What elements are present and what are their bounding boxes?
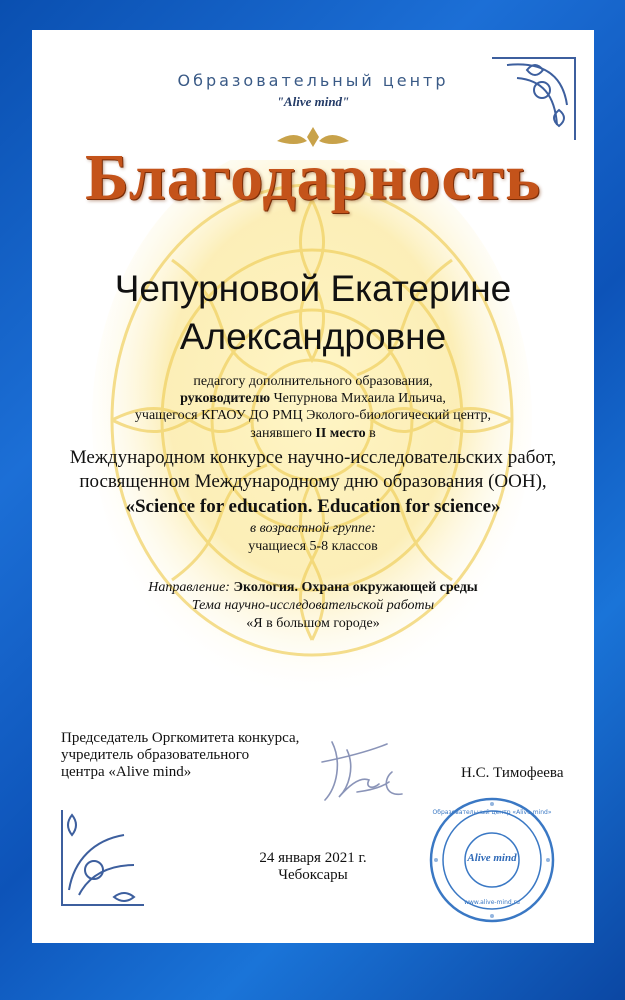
lead-line <box>32 390 594 407</box>
topic-value: «Я в большом городе» <box>246 616 380 631</box>
stamp-text <box>427 795 557 925</box>
contest-line-2: посвященном Международному дню образования (ООН), <box>79 471 547 492</box>
stamp-ring-bottom: www.alive-mind.ru <box>464 899 520 906</box>
place-value: II место <box>315 426 366 441</box>
city: Чебоксары <box>278 867 348 883</box>
signer-name: Н.С. Тимофеева <box>461 765 564 781</box>
place-line <box>32 425 594 442</box>
date: 24 января 2021 г. <box>259 850 367 866</box>
chair-line-3: центра «Alive mind» <box>61 764 192 780</box>
topic-label: Тема научно-исследовательской работы <box>191 598 435 613</box>
stamp-ring-top: Образовательный центр «Alive mind» <box>432 809 552 816</box>
recipient-line-1: Чепурновой Екатерине <box>114 268 512 309</box>
chair-title <box>61 730 299 781</box>
contest-line-1: Международном конкурсе научно-исследовательских работ, <box>69 447 557 468</box>
chair-line-1: Председатель Оргкомитета конкурса, <box>61 730 300 746</box>
org-name: "Alive mind" <box>276 94 350 109</box>
recipient-name <box>32 265 594 361</box>
recipient-line-2: Александровне <box>179 316 447 357</box>
contest-name: «Science for education. Education for science» <box>125 496 501 517</box>
stamp-center: Alive mind <box>467 852 517 864</box>
certificate-sheet <box>32 30 594 943</box>
age-label: в возрастной группе: <box>250 521 376 536</box>
role-line: педагогу дополнительного образования, <box>193 374 433 389</box>
age-value: учащиеся 5-8 классов <box>248 539 378 554</box>
student-line: учащегося КГАОУ ДО РМЦ Эколого-биологический центр, <box>134 408 492 423</box>
certificate-title: Благодарность <box>85 141 541 214</box>
lead-rest: Чепурнова Михаила Ильича, <box>273 391 446 406</box>
took-post: в <box>369 426 376 441</box>
direction-label: Направление: <box>148 580 230 595</box>
chair-line-2: учредитель образовательного <box>61 747 250 763</box>
direction-value: Экология. Охрана окружающей среды <box>233 580 478 595</box>
took-pre: занявшего <box>250 426 312 441</box>
org-line: Образовательный центр <box>177 71 449 90</box>
handwritten-signature <box>317 732 412 807</box>
lead-bold: руководителю <box>180 391 271 406</box>
direction-line <box>32 579 594 596</box>
